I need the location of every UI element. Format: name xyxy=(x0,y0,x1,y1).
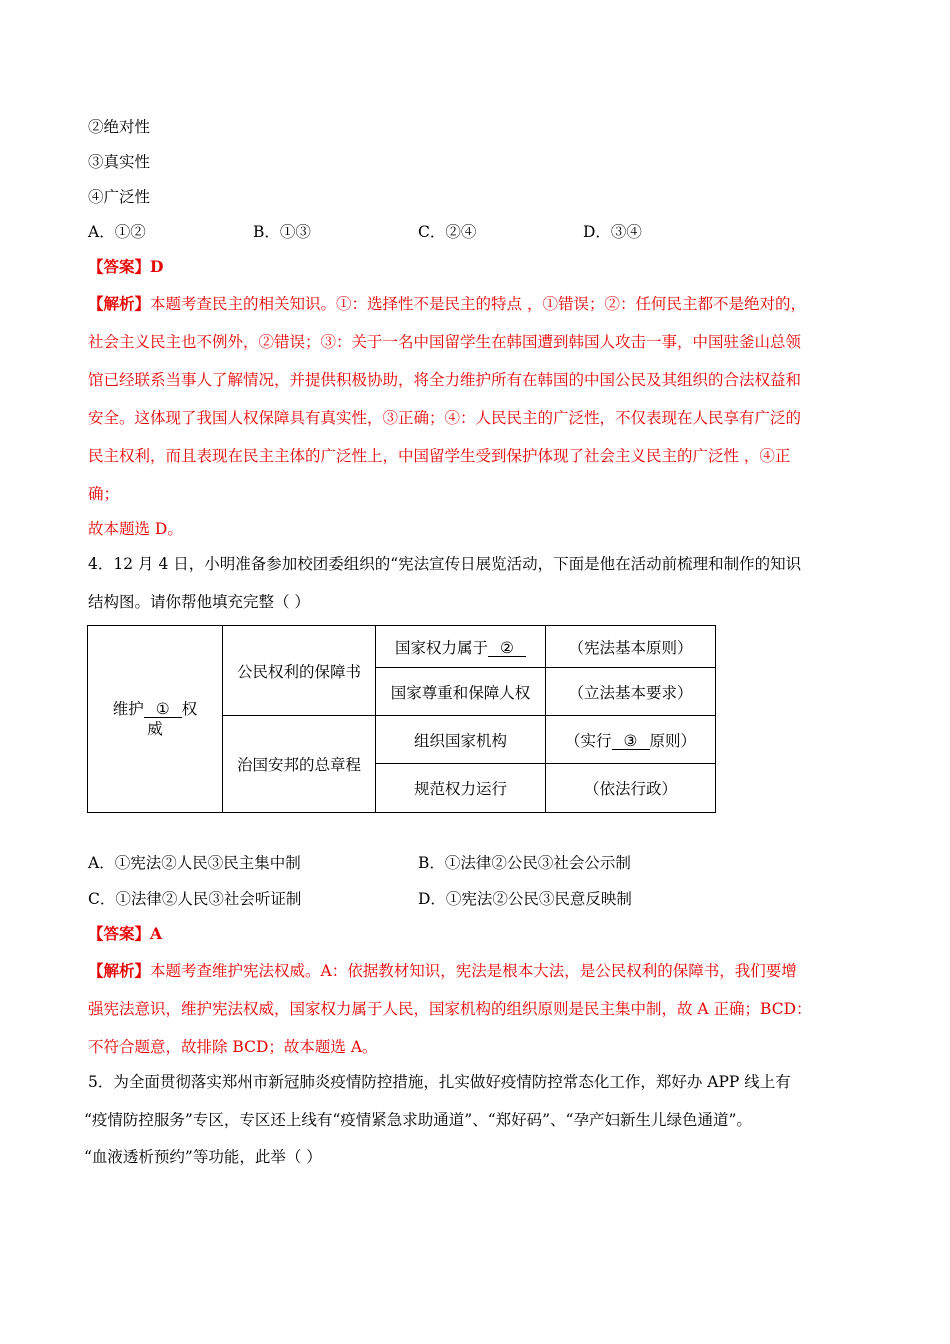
table-row2-right: （立法基本要求） xyxy=(546,668,716,716)
root-text-line-2: 威 xyxy=(147,720,163,738)
q4-analysis-label: 【解析】 xyxy=(88,961,151,980)
q5-stem-line-1: 5．为全面贯彻落实郑州市新冠肺炎疫情防控措施，扎实做好疫情防控常态化工作，郑好办 APP 线上有 xyxy=(88,1073,791,1091)
q4-option-a: A．①宪法②人民③民主集中制 xyxy=(88,854,301,872)
q3-option-c: C．②④ xyxy=(418,223,477,241)
q3-analysis-line-6: 确； xyxy=(88,485,120,503)
q4-stem-line-1: 4．12 月 4 日，小明准备参加校团委组织的“宪法宣传日展览活动，下面是他在活动前梳理和制作的知识 xyxy=(88,555,802,573)
q5-stem-line-2: “疫情防控服务”专区，专区还上线有“疫情紧急求助通道”、“郑好码”、“孕产妇新生儿绿色通道”。 xyxy=(84,1111,752,1129)
q3-item-3: ③真实性 xyxy=(88,153,151,171)
q3-analysis-line-1 xyxy=(88,294,806,314)
table-row2-left: 国家尊重和保障人权 xyxy=(376,668,546,716)
q4-analysis-text-1: 本题考查维护宪法权威。A：依据教材知识，宪法是根本大法，是公民权利的保障书，我们要增 xyxy=(150,962,797,980)
q3-analysis-line-3: 馆已经联系当事人了解情况，并提供积极协助，将全力维护所有在韩国的中国公民及其组织的合法权益和 xyxy=(88,371,802,389)
q3-analysis-line-4: 安全。这体现了我国人权保障具有真实性，③正确；④：人民民主的广泛性，不仅表现在人民享有广泛的 xyxy=(88,409,802,427)
q4-option-b: B．①法律②公民③社会公示制 xyxy=(418,854,631,872)
q4-analysis-line-1 xyxy=(88,961,797,981)
q5-stem-line-3: “血液透析预约”等功能，此举（ ） xyxy=(84,1148,322,1166)
row1-blank: ② xyxy=(488,640,526,657)
q4-option-d: D．①宪法②公民③民意反映制 xyxy=(418,890,632,908)
row3-text-post: 原则） xyxy=(649,731,697,750)
q3-answer: 【答案】D xyxy=(88,257,164,276)
q3-option-b: B．①③ xyxy=(253,223,311,241)
q4-option-c: C．①法律②人民③社会听证制 xyxy=(88,890,302,908)
q4-analysis-line-2: 强宪法意识，维护宪法权威，国家权力属于人民，国家机构的组织原则是民主集中制，故 A 正确；BCD： xyxy=(88,1000,812,1018)
table-row4-right: （依法行政） xyxy=(546,764,716,813)
root-text-pre: 维护 xyxy=(112,700,144,718)
q4-stem-line-2: 结构图。请你帮他填充完整（ ） xyxy=(88,593,310,611)
root-blank: ① xyxy=(144,701,182,718)
q4-answer: 【答案】A xyxy=(88,924,163,943)
table-row3-left: 组织国家机构 xyxy=(376,716,546,764)
table-row1-left xyxy=(376,626,546,668)
table-root-cell xyxy=(88,626,223,813)
q3-analysis-text-1: 本题考查民主的相关知识。①：选择性不是民主的特点 ，①错误；②：任何民主都不是绝对的， xyxy=(150,295,806,313)
q3-analysis-line-7: 故本题选 D。 xyxy=(88,520,183,538)
root-text-post: 权 xyxy=(181,700,198,718)
q3-item-4: ④广泛性 xyxy=(88,188,151,206)
q3-analysis-label: 【解析】 xyxy=(88,294,151,313)
table-row1-right: （宪法基本原则） xyxy=(546,626,716,668)
table-branch-2: 治国安邦的总章程 xyxy=(223,716,376,813)
row3-blank: ③ xyxy=(612,733,650,750)
row1-text: 国家权力属于 xyxy=(394,638,488,657)
q3-analysis-line-5: 民主权利，而且表现在民主主体的广泛性上，中国留学生受到保护体现了社会主义民主的广泛性 ，④正 xyxy=(88,447,791,465)
table-branch-1: 公民权利的保障书 xyxy=(223,626,376,716)
q3-option-a: A．①② xyxy=(88,223,146,241)
knowledge-structure-table xyxy=(87,625,716,813)
q3-option-d: D．③④ xyxy=(583,223,642,241)
q4-analysis-line-3: 不符合题意，故排除 BCD；故本题选 A。 xyxy=(88,1038,378,1056)
table-row4-left: 规范权力运行 xyxy=(376,764,546,813)
row3-text-pre: （实行 xyxy=(564,731,612,750)
q3-item-2: ②绝对性 xyxy=(88,118,151,136)
q3-analysis-line-2: 社会主义民主也不例外，②错误；③：关于一名中国留学生在韩国遭到韩国人攻击一事，中国驻釜山总领 xyxy=(88,333,802,351)
table-row3-right xyxy=(546,716,716,764)
